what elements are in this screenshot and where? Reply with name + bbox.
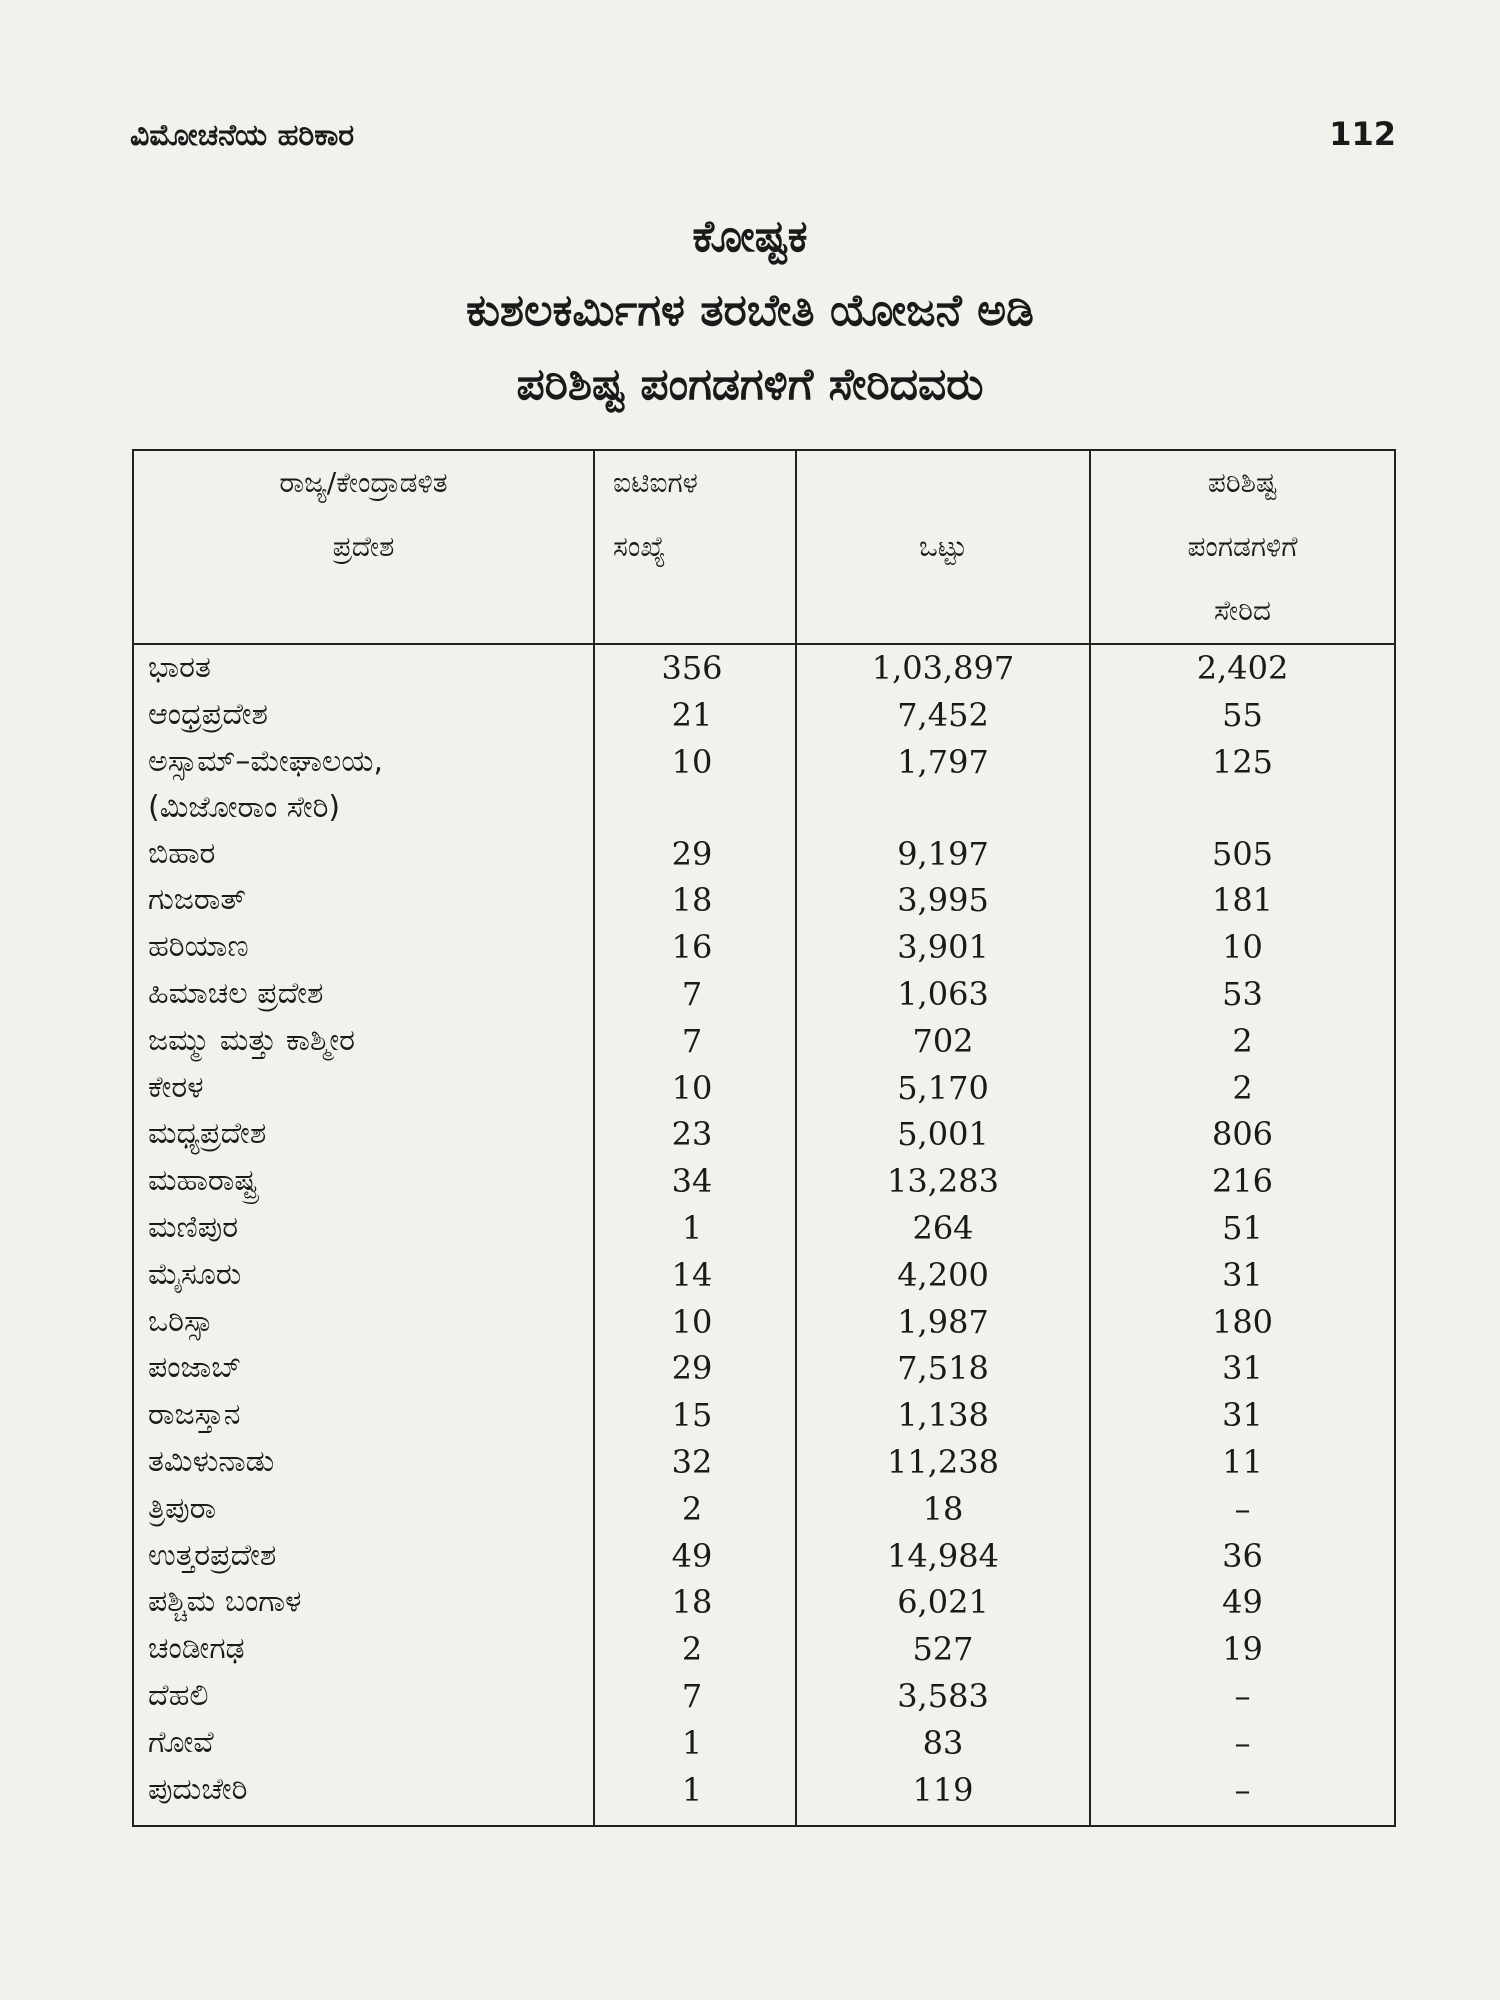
column-header-sc-line-1: ಪರಿಶಿಷ್ಟ (1207, 466, 1278, 499)
cell-state (133, 1579, 594, 1626)
cell-total: 3,995 (796, 877, 1090, 924)
cell-state (133, 1533, 594, 1580)
table-row (133, 1205, 1395, 1252)
column-header-scheduled-tribes (1090, 450, 1395, 644)
cell-scheduled-tribes: – (1090, 1486, 1395, 1533)
cell-scheduled-tribes: 11 (1090, 1439, 1395, 1486)
cell-total: 1,063 (796, 971, 1090, 1018)
table-row (133, 831, 1395, 878)
cell-scheduled-tribes: – (1090, 1720, 1395, 1767)
cell-iti-count: 14 (594, 1252, 796, 1299)
cell-iti-count: 18 (594, 1579, 796, 1626)
cell-state-name: ಹಿಮಾಚಲ ಪ್ರದೇಶ (148, 975, 324, 1011)
cell-scheduled-tribes: – (1090, 1673, 1395, 1720)
cell-scheduled-tribes: 19 (1090, 1626, 1395, 1673)
data-table (132, 449, 1396, 1827)
cell-scheduled-tribes: – (1090, 1767, 1395, 1827)
cell-state (133, 1205, 594, 1252)
cell-iti-count: 16 (594, 924, 796, 971)
cell-state (133, 1111, 594, 1158)
table-row (133, 1299, 1395, 1346)
cell-scheduled-tribes: 181 (1090, 877, 1395, 924)
cell-state (133, 1018, 594, 1065)
cell-total: 9,197 (796, 831, 1090, 878)
cell-scheduled-tribes: 125 (1090, 739, 1395, 831)
cell-total: 1,138 (796, 1392, 1090, 1439)
title-line-3: ಪರಿಶಿಷ್ಟ ಪಂಗಡಗಳಿಗೆ ಸೇರಿದವರು (516, 359, 984, 410)
cell-scheduled-tribes: 49 (1090, 1579, 1395, 1626)
cell-total: 83 (796, 1720, 1090, 1767)
cell-total: 1,03,897 (796, 644, 1090, 692)
cell-total: 13,283 (796, 1158, 1090, 1205)
table-row (133, 1345, 1395, 1392)
column-header-state-line-1: ರಾಜ್ಯ/ಕೇಂದ್ರಾಡಳಿತ (279, 466, 448, 499)
table-body (133, 644, 1395, 1826)
cell-state-name: ಗುಜರಾತ್ (148, 882, 247, 918)
cell-state (133, 1767, 594, 1827)
cell-total: 3,583 (796, 1673, 1090, 1720)
cell-iti-count: 29 (594, 831, 796, 878)
table-row (133, 1486, 1395, 1533)
cell-iti-count: 10 (594, 1065, 796, 1112)
cell-state-name: ಕೇರಳ (148, 1069, 204, 1105)
cell-state (133, 877, 594, 924)
cell-total: 527 (796, 1626, 1090, 1673)
cell-state-name: ಒರಿಸ್ಸಾ (148, 1303, 214, 1339)
cell-iti-count: 49 (594, 1533, 796, 1580)
table-row (133, 1533, 1395, 1580)
cell-scheduled-tribes: 2 (1090, 1065, 1395, 1112)
cell-iti-count: 7 (594, 971, 796, 1018)
cell-iti-count: 21 (594, 692, 796, 739)
cell-state-name: ತ್ರಿಪುರಾ (148, 1490, 217, 1526)
cell-state (133, 1486, 594, 1533)
column-header-sc-line-2: ಪಂಗಡಗಳಿಗೆ (1187, 530, 1298, 563)
cell-iti-count: 7 (594, 1673, 796, 1720)
cell-scheduled-tribes: 10 (1090, 924, 1395, 971)
cell-state (133, 1158, 594, 1205)
cell-state (133, 1252, 594, 1299)
cell-iti-count: 1 (594, 1720, 796, 1767)
table-row (133, 692, 1395, 739)
table-row (133, 971, 1395, 1018)
table-row (133, 1111, 1395, 1158)
cell-state-name: ರಾಜಸ್ತಾನ (148, 1397, 241, 1433)
cell-total: 119 (796, 1767, 1090, 1827)
table-row (133, 1158, 1395, 1205)
table-row (133, 1626, 1395, 1673)
cell-iti-count: 7 (594, 1018, 796, 1065)
cell-total: 18 (796, 1486, 1090, 1533)
cell-iti-count: 356 (594, 644, 796, 692)
cell-total: 11,238 (796, 1439, 1090, 1486)
cell-state-name: ಉತ್ತರಪ್ರದೇಶ (148, 1537, 277, 1573)
cell-state-name: ಹರಿಯಾಣ (148, 929, 249, 965)
cell-total: 264 (796, 1205, 1090, 1252)
cell-scheduled-tribes: 31 (1090, 1252, 1395, 1299)
column-header-total: ಒಟ್ಟು (796, 450, 1090, 644)
cell-scheduled-tribes: 806 (1090, 1111, 1395, 1158)
cell-scheduled-tribes: 180 (1090, 1299, 1395, 1346)
cell-state (133, 1673, 594, 1720)
table-row (133, 1439, 1395, 1486)
table-row (133, 924, 1395, 971)
column-header-iti-line-1: ಐಟಿಐಗಳ (613, 466, 698, 499)
cell-iti-count: 23 (594, 1111, 796, 1158)
cell-state (133, 1392, 594, 1439)
cell-scheduled-tribes: 51 (1090, 1205, 1395, 1252)
cell-scheduled-tribes: 2,402 (1090, 644, 1395, 692)
cell-total: 1,797 (796, 739, 1090, 831)
cell-state (133, 1299, 594, 1346)
cell-state-name: ಅಸ್ಸಾಮ್–ಮೇಘಾಲಯ, (148, 743, 384, 779)
column-header-state (133, 450, 594, 644)
cell-state-name: ಗೋವೆ (148, 1724, 214, 1760)
cell-total: 4,200 (796, 1252, 1090, 1299)
cell-total: 5,170 (796, 1065, 1090, 1112)
cell-total: 6,021 (796, 1579, 1090, 1626)
column-header-state-line-2: ಪ್ರದೇಶ (332, 530, 395, 563)
column-header-iti-line-2: ಸಂಖ್ಯೆ (613, 530, 666, 563)
cell-iti-count: 34 (594, 1158, 796, 1205)
cell-state (133, 1720, 594, 1767)
column-header-sc-line-3: ಸೇರಿದ (1214, 594, 1271, 627)
cell-state-name: ದೆಹಲಿ (148, 1677, 209, 1713)
cell-state (133, 831, 594, 878)
table-row (133, 1392, 1395, 1439)
table-header-row (133, 450, 1395, 644)
cell-state-name-line-2: (ಮಿಜೋರಾಂ ಸೇರಿ) (148, 789, 341, 825)
cell-iti-count: 1 (594, 1205, 796, 1252)
cell-state (133, 692, 594, 739)
cell-state-name: ಮೈಸೂರು (148, 1256, 242, 1292)
cell-iti-count: 32 (594, 1439, 796, 1486)
cell-state-name: ಚಂಡೀಗಢ (148, 1631, 245, 1667)
table-row (133, 644, 1395, 692)
cell-total: 7,518 (796, 1345, 1090, 1392)
title-line-1: ಕೋಷ್ಟಕ (692, 211, 808, 262)
cell-iti-count: 29 (594, 1345, 796, 1392)
running-head-title: ವಿಮೋಚನೆಯ ಹರಿಕಾರ (130, 118, 355, 153)
cell-state-name: ಆಂಧ್ರಪ್ರದೇಶ (148, 696, 268, 732)
cell-state (133, 1065, 594, 1112)
cell-state-name: ಪಂಜಾಬ್ (148, 1350, 242, 1386)
title-line-2: ಕುಶಲಕರ್ಮಿಗಳ ತರಬೇತಿ ಯೋಜನೆ ಅಡಿ (466, 285, 1034, 336)
cell-scheduled-tribes: 505 (1090, 831, 1395, 878)
cell-state-name: ಬಿಹಾರ (148, 835, 216, 871)
cell-iti-count: 15 (594, 1392, 796, 1439)
cell-iti-count: 10 (594, 739, 796, 831)
cell-state-name: ಜಮ್ಮು ಮತ್ತು ಕಾಶ್ಮೀರ (148, 1022, 356, 1058)
cell-state (133, 1439, 594, 1486)
cell-state-name: ಮಹಾರಾಷ್ಟ್ರ (148, 1163, 258, 1199)
cell-iti-count: 2 (594, 1486, 796, 1533)
cell-state (133, 644, 594, 692)
cell-total: 5,001 (796, 1111, 1090, 1158)
cell-scheduled-tribes: 216 (1090, 1158, 1395, 1205)
cell-iti-count: 18 (594, 877, 796, 924)
cell-scheduled-tribes: 31 (1090, 1392, 1395, 1439)
cell-state-name: ಪುದುಚೇರಿ (148, 1771, 248, 1807)
cell-scheduled-tribes: 31 (1090, 1345, 1395, 1392)
column-header-iti-count (594, 450, 796, 644)
cell-scheduled-tribes: 55 (1090, 692, 1395, 739)
table-row (133, 877, 1395, 924)
cell-total: 1,987 (796, 1299, 1090, 1346)
cell-state (133, 1626, 594, 1673)
cell-scheduled-tribes: 36 (1090, 1533, 1395, 1580)
cell-scheduled-tribes: 2 (1090, 1018, 1395, 1065)
cell-state-name: ಮಣಿಪುರ (148, 1209, 239, 1245)
cell-total: 702 (796, 1018, 1090, 1065)
table-row (133, 739, 1395, 831)
cell-total: 14,984 (796, 1533, 1090, 1580)
page-number: 112 (1329, 115, 1396, 153)
table-row (133, 1018, 1395, 1065)
cell-state (133, 739, 594, 831)
cell-state-name: ಭಾರತ (148, 650, 211, 685)
table-title (0, 200, 1500, 422)
cell-total: 7,452 (796, 692, 1090, 739)
table-row (133, 1673, 1395, 1720)
cell-iti-count: 1 (594, 1767, 796, 1827)
cell-state-name: ಮಧ್ಯಪ್ರದೇಶ (148, 1116, 267, 1152)
cell-iti-count: 2 (594, 1626, 796, 1673)
cell-iti-count: 10 (594, 1299, 796, 1346)
cell-state (133, 1345, 594, 1392)
cell-state-name: ತಮಿಳುನಾಡು (148, 1443, 275, 1479)
cell-scheduled-tribes: 53 (1090, 971, 1395, 1018)
table-row (133, 1252, 1395, 1299)
cell-state (133, 924, 594, 971)
table-row (133, 1720, 1395, 1767)
cell-total: 3,901 (796, 924, 1090, 971)
cell-state (133, 971, 594, 1018)
cell-state-name: ಪಶ್ಚಿಮ ಬಂಗಾಳ (148, 1584, 302, 1620)
table-row (133, 1767, 1395, 1827)
table-row (133, 1065, 1395, 1112)
table-row (133, 1579, 1395, 1626)
